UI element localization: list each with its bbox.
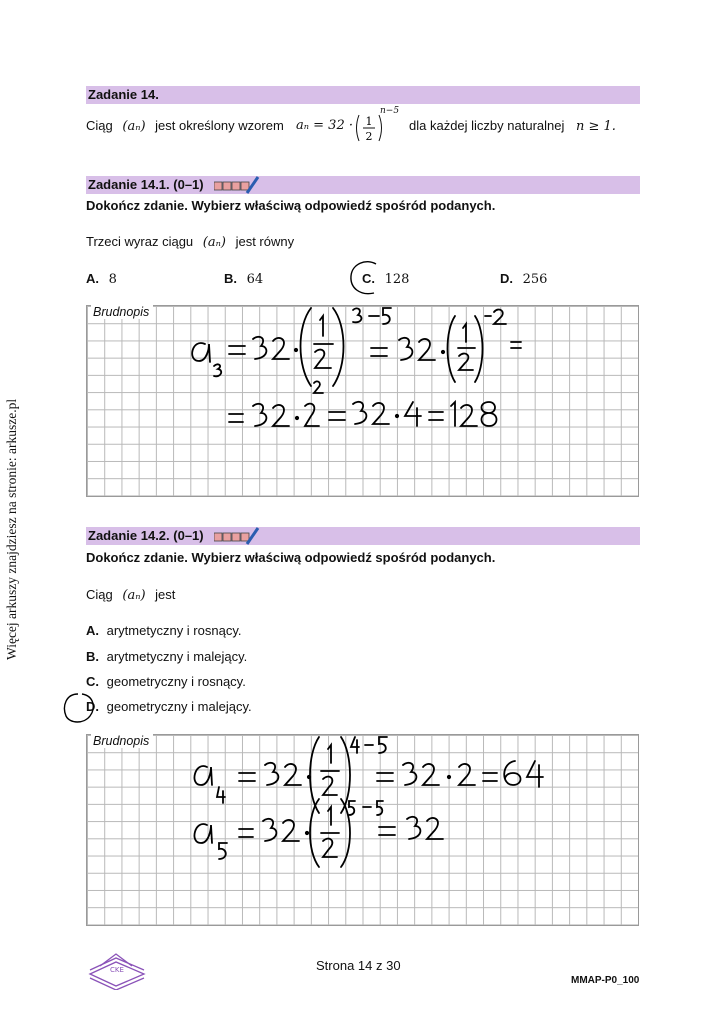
scratch-grid-2 — [86, 734, 639, 926]
handwritten-solution-1 — [87, 306, 638, 496]
option-a[interactable] — [86, 271, 117, 287]
svg-text:2: 2 — [365, 130, 373, 143]
subtask-2-title: Zadanie 14.2. (0–1) — [88, 528, 204, 544]
option-text: arytmetyczny i malejący. — [106, 649, 248, 664]
task-header-bar — [86, 86, 640, 104]
sequence-symbol: (aₙ) — [122, 119, 146, 134]
option-value: 128 — [384, 272, 410, 287]
task-intro-tail — [409, 118, 616, 134]
option-letter: D. — [500, 271, 513, 286]
task-condition: n ≥ 1. — [576, 119, 616, 134]
subtask-2-instruction: Dokończ zdanie. Wybierz właściwą odpowiedź spośród podanych. — [86, 550, 496, 565]
scratch-grid-1 — [86, 305, 639, 497]
question-text: Trzeci wyraz ciągu — [86, 234, 194, 249]
handwritten-solution-2 — [87, 735, 638, 925]
formula-lhs: aₙ = 32 · — [296, 118, 353, 133]
task-intro-text-3: dla każdej liczby naturalnej — [409, 118, 565, 133]
score-pencil-icon — [214, 527, 260, 545]
option-d[interactable] — [500, 271, 547, 287]
subtask-1-title: Zadanie 14.1. (0–1) — [88, 177, 204, 193]
sequence-symbol: (aₙ) — [122, 588, 146, 603]
subtask-1-question — [86, 234, 294, 250]
option-value: 256 — [522, 272, 548, 287]
formula-exponent: n−5 — [380, 106, 400, 116]
page-number: Strona 14 z 30 — [316, 958, 401, 973]
question-text-2: jest równy — [235, 234, 295, 249]
option-letter: C. — [86, 674, 99, 689]
subtask-1-header-bar — [86, 176, 640, 194]
score-pencil-icon — [214, 176, 260, 194]
option-b[interactable] — [86, 649, 247, 664]
task-intro-text-2: jest określony wzorem — [155, 118, 284, 133]
scratch-label: Brudnopis — [91, 734, 153, 748]
question-text-2: jest — [155, 587, 176, 602]
scratch-label: Brudnopis — [91, 305, 153, 319]
answer-circle-mark — [60, 690, 100, 726]
option-value: 8 — [108, 272, 117, 287]
task-intro-text: Ciąg — [86, 118, 113, 133]
option-text: arytmetyczny i rosnący. — [106, 623, 242, 638]
subtask-1-instruction: Dokończ zdanie. Wybierz właściwą odpowiedź spośród podanych. — [86, 198, 496, 213]
option-letter: D. — [86, 699, 99, 714]
option-a[interactable] — [86, 623, 241, 638]
option-c[interactable] — [86, 674, 246, 689]
formula-fraction — [354, 112, 384, 144]
exam-code: MMAP-P0_100 — [571, 975, 640, 986]
option-letter: A. — [86, 271, 99, 286]
side-watermark-text: Więcej arkuszy znajdziesz na stronie: arkusze.pl — [4, 398, 19, 660]
svg-text:1: 1 — [365, 115, 373, 128]
subtask-2-question — [86, 587, 175, 603]
question-text: Ciąg — [86, 587, 113, 602]
subtask-2-header-bar — [86, 527, 640, 545]
task-title: Zadanie 14. — [88, 87, 159, 102]
option-letter: B. — [86, 649, 99, 664]
answer-circle-mark — [346, 258, 386, 298]
option-value: 64 — [246, 272, 264, 287]
task-intro — [86, 118, 284, 134]
option-text: geometryczny i rosnący. — [106, 674, 246, 689]
cke-logo-icon — [86, 950, 148, 990]
option-d[interactable] — [86, 699, 252, 714]
option-letter: A. — [86, 623, 99, 638]
sequence-symbol: (aₙ) — [202, 235, 226, 250]
cke-logo — [86, 950, 148, 995]
option-letter: B. — [224, 271, 237, 286]
svg-text:CKE: CKE — [110, 966, 124, 974]
option-b[interactable] — [224, 271, 263, 287]
option-letter: C. — [362, 271, 375, 286]
option-text: geometryczny i malejący. — [106, 699, 252, 714]
